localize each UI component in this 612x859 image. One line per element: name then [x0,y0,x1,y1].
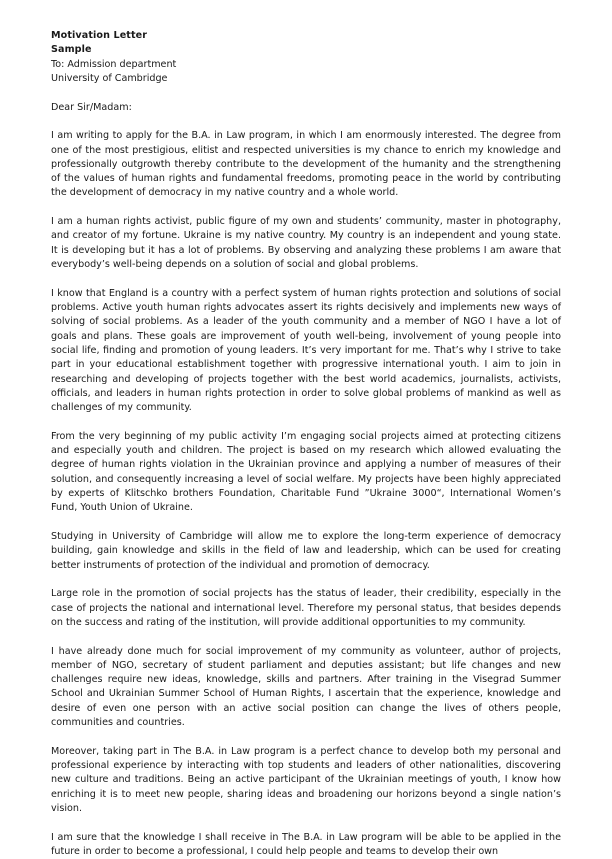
letter-heading [51,29,561,86]
letter-paragraph-2: I am a human rights activist, public figure of my own and students’ community, master in photography, and creator of my fortune. Ukraine is my native country. My country is an independent and young state. It is developing but it has a lot of problems. By observing and analyzing these problems I am aware that everybody’s well-being depends on a solution of social and global problems. [51,216,561,271]
letter-paragraph-6: Large role in the promotion of social projects has the status of leader, their credibility, especially in the case of projects the national and international level. Therefore my personal status, that besides depends on the success and rating of the institution, will provide additional opportunities to my community. [51,588,561,628]
letter-paragraph-1: I am writing to apply for the B.A. in Law program, in which I am enormously interested. The degree from one of the most prestigious, elitist and respected universities is my chance to enrich my knowledge and professionally outgrowth thereby contribute to the development of the humanity and the strengthening of the values of human rights and fundamental freedoms, promoting peace in the world by contributing the development of democracy in my native country and a whole world. [51,130,561,199]
letter-paragraph-9: I am sure that the knowledge I shall receive in The B.A. in Law program will be able to be applied in the future in order to become a professional, I could help people and teams to develop their own [51,831,561,857]
recipient-line-1: To: Admission department [51,58,177,70]
document-title-line-1: Motivation Letter [51,30,148,41]
letter-paragraph-5: Studying in University of Cambridge will allow me to explore the long-term experience of democracy building, gain knowledge and skills in the field of law and leadership, which can be used for creating better instruments of protection of the individual and promotion of democracy. [51,530,561,571]
letter-body [51,29,561,859]
letter-paragraph-3: I know that England is a country with a perfect system of human rights protection and solutions of social problems. Active youth human rights advocates assert its rights decisively and implements new ways of solving of social problems. As a leader of the youth community and a member of NGO I have a lot of goals and plans. These goals are improvement of youth well-being, involvement of young people into social life, finding and promotion of young leaders. It’s very important for me. That’s why I strive to take part in your educational establishment together with progressive international youth. I aim to join in researching and developing of projects together with the best world academics, journalists, activists, officials, and leaders in human rights protection in order to solve global problems of mankind as well as challenges of my community. [51,287,561,414]
salutation: Dear Sir/Madam: [51,101,132,113]
document-title-line-2: Sample [51,44,92,56]
letter-paragraph-7: I have already done much for social improvement of my community as volunteer, author of projects, member of NGO, secretary of student parliament and deputies assistant; but life changes and new challenges require new ideas, knowledge, skills and partners. After training in the Visegrad Summer School and Ukrainian Summer School of Human Rights, I ascertain that the experience, knowledge and desire of even one person with an active social position can change the lives of others people, communities and countries. [51,645,561,728]
letter-paragraph-4: From the very beginning of my public activity I’m engaging social projects aimed at protecting citizens and especially youth and children. The project is based on my research which allowed evaluating the degree of human rights violation in the Ukrainian province and applying a number of measures of their solution, and consequently increasing a level of social welfare. My projects have been highly appreciated by experts of Klitschko brothers Foundation, Charitable Fund ”Ukraine 3000“, International Women’s Fund, Youth Union of Ukraine. [51,430,561,514]
recipient-line-2: University of Cambridge [51,72,168,84]
letter-paragraph-8: Moreover, taking part in The B.A. in Law program is a perfect chance to develop both my personal and professional experience by interacting with top students and leaders of other nationalities, discovering new culture and traditions. Being an active participant of the Ukrainian meetings of youth, I know how enriching it is to meet new people, sharing ideas and broadening our horizons beyond a single nation’s vision. [51,745,561,814]
